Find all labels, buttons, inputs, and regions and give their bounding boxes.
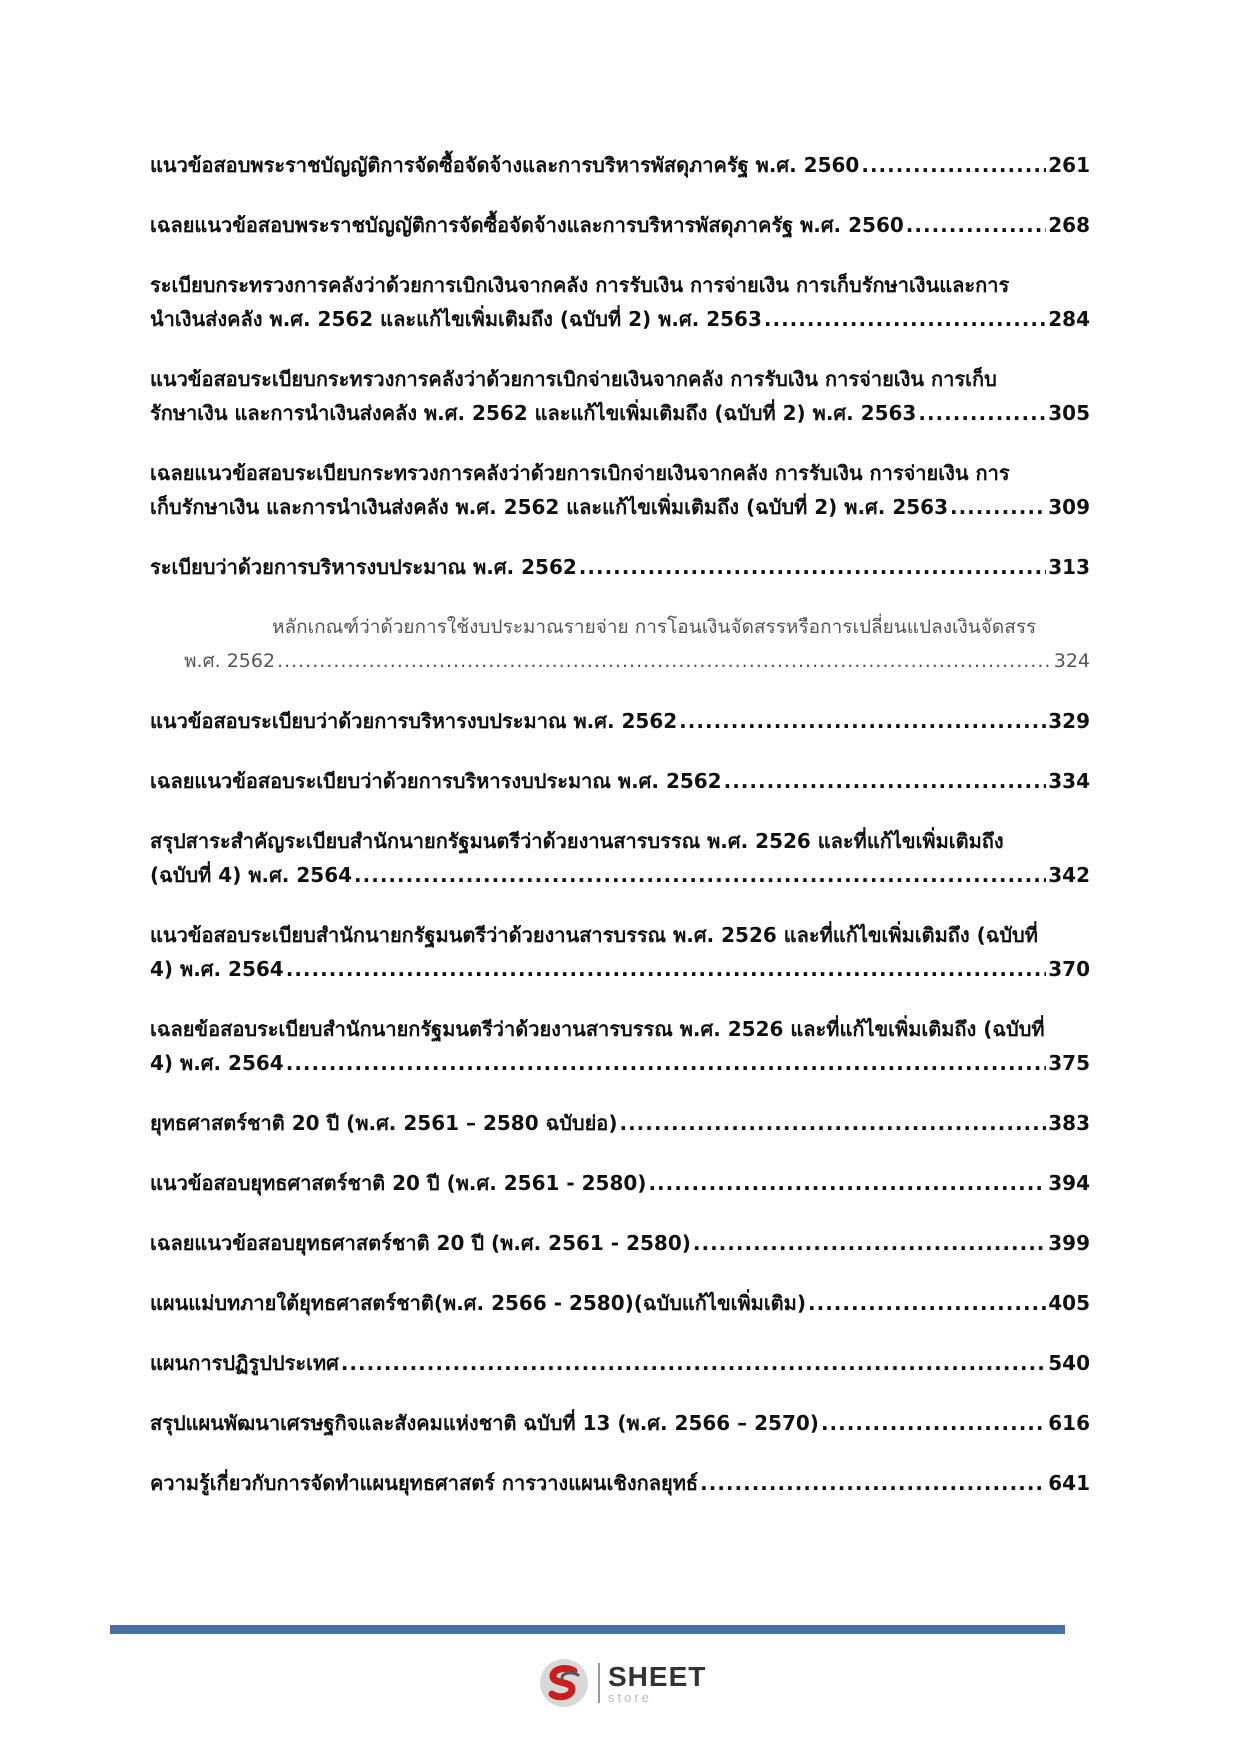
toc-entry[interactable] — [150, 456, 1090, 524]
logo-wordmark — [608, 1660, 707, 1705]
leader-dots — [579, 550, 1046, 584]
toc-entry-title-line1: ระเบียบกระทรวงการคลังว่าด้วยการเบิกเงินจากคลัง การรับเงิน การจ่ายเงิน การเก็บรักษาเงินและการ — [150, 273, 1010, 297]
toc-entry-page: 405 — [1048, 1291, 1090, 1315]
toc-entry-title: นำเงินส่งคลัง พ.ศ. 2562 และแก้ไขเพิ่มเติมถึง (ฉบับที่ 2) พ.ศ. 2563 — [150, 307, 762, 331]
toc-entry-title: ระเบียบว่าด้วยการบริหารงบประมาณ พ.ศ. 2562 — [150, 555, 577, 579]
toc-entry-page: 329 — [1048, 709, 1090, 733]
toc-entry-page: 342 — [1048, 863, 1090, 887]
toc-entry-page: 383 — [1048, 1111, 1090, 1135]
toc-entry-page: 324 — [1053, 650, 1090, 672]
toc-entry-page: 334 — [1048, 769, 1090, 793]
toc-entry-page: 261 — [1048, 153, 1090, 177]
leader-dots — [700, 1466, 1046, 1500]
toc-entry-page: 375 — [1048, 1051, 1090, 1075]
footer-rule — [110, 1625, 1065, 1634]
leader-dots — [286, 952, 1047, 986]
toc-entry-title: ความรู้เกี่ยวกับการจัดทำแผนยุทธศาสตร์ การวางแผนเชิงกลยุทธ์ — [150, 1471, 699, 1495]
logo-separator — [598, 1663, 600, 1703]
leader-dots — [918, 396, 1046, 430]
toc-entry[interactable] — [150, 764, 1090, 798]
leader-dots — [693, 1226, 1046, 1260]
leader-dots — [808, 1286, 1046, 1320]
leader-dots — [341, 1346, 1046, 1380]
leader-dots — [286, 1046, 1047, 1080]
toc-entry-page: 268 — [1048, 213, 1090, 237]
toc-entry[interactable] — [150, 1286, 1090, 1320]
toc-entry-title: แนวข้อสอบพระราชบัญญัติการจัดซื้อจัดจ้างและการบริหารพัสดุภาครัฐ พ.ศ. 2560 — [150, 153, 860, 177]
toc-entry-title: แนวข้อสอบระเบียบว่าด้วยการบริหารงบประมาณ พ.ศ. 2562 — [150, 709, 678, 733]
toc-entry-page: 641 — [1048, 1471, 1090, 1495]
toc-entry-page: 399 — [1048, 1231, 1090, 1255]
toc-entry[interactable] — [150, 1226, 1090, 1260]
toc-entry-title-line1: หลักเกณฑ์ว่าด้วยการใช้งบประมาณรายจ่าย การโอนเงินจัดสรรหรือการเปลี่ยนแปลงเงินจัดสรร — [272, 616, 1037, 638]
leader-dots — [648, 1166, 1046, 1200]
toc-entry-title: รักษาเงิน และการนำเงินส่งคลัง พ.ศ. 2562 และแก้ไขเพิ่มเติมถึง (ฉบับที่ 2) พ.ศ. 2563 — [150, 401, 917, 425]
toc-entry-title: แผนการปฏิรูปประเทศ — [150, 1351, 339, 1375]
logo-brand-text: SHEET — [608, 1660, 707, 1692]
toc-entry-title: (ฉบับที่ 4) พ.ศ. 2564 — [150, 863, 353, 887]
toc-entry-title: ยุทธศาสตร์ชาติ 20 ปี (พ.ศ. 2561 – 2580 ฉบับย่อ) — [150, 1111, 618, 1135]
toc-entry-title-line1: เฉลยข้อสอบระเบียบสำนักนายกรัฐมนตรีว่าด้วยงานสารบรรณ พ.ศ. 2526 และที่แก้ไขเพิ่มเติมถึง (ฉบับที่ — [150, 1017, 1045, 1041]
toc-entry[interactable] — [150, 208, 1090, 242]
toc-entry[interactable] — [150, 824, 1090, 892]
toc-entry-title-line1: แนวข้อสอบระเบียบกระทรวงการคลังว่าด้วยการเบิกจ่ายเงินจากคลัง การรับเงิน การจ่ายเงิน การเก็บ — [150, 367, 997, 391]
toc-entry[interactable] — [150, 1166, 1090, 1200]
leader-dots — [861, 148, 1046, 182]
toc-entry-title: เฉลยแนวข้อสอบระเบียบว่าด้วยการบริหารงบประมาณ พ.ศ. 2562 — [150, 769, 722, 793]
leader-dots — [354, 858, 1046, 892]
toc-entry[interactable] — [150, 268, 1090, 336]
leader-dots — [821, 1406, 1046, 1440]
toc-entry-page: 284 — [1048, 307, 1090, 331]
toc-entry[interactable] — [150, 704, 1090, 738]
leader-dots — [906, 208, 1046, 242]
toc-entry-title-line1: สรุปสาระสำคัญระเบียบสำนักนายกรัฐมนตรีว่าด้วยงานสารบรรณ พ.ศ. 2526 และที่แก้ไขเพิ่มเติมถึง — [150, 829, 1004, 853]
toc-entry[interactable] — [150, 1466, 1090, 1500]
toc-entry-title: 4) พ.ศ. 2564 — [150, 1051, 284, 1075]
toc-entry-page: 394 — [1048, 1171, 1090, 1195]
toc-entry[interactable] — [150, 148, 1090, 182]
toc-entry-title: แนวข้อสอบยุทธศาสตร์ชาติ 20 ปี (พ.ศ. 2561 - 2580) — [150, 1171, 647, 1195]
toc-entry[interactable] — [150, 918, 1090, 986]
toc-entry-page: 313 — [1048, 555, 1090, 579]
toc-entry[interactable] — [150, 550, 1090, 584]
toc-entry-title-line1: แนวข้อสอบระเบียบสำนักนายกรัฐมนตรีว่าด้วยงานสารบรรณ พ.ศ. 2526 และที่แก้ไขเพิ่มเติมถึง (ฉบับที่ — [150, 923, 1038, 947]
toc-entry[interactable] — [150, 1406, 1090, 1440]
sheet-store-logo — [538, 1655, 718, 1711]
toc-entry-page: 305 — [1048, 401, 1090, 425]
leader-dots — [764, 302, 1046, 336]
toc-entry[interactable] — [150, 1106, 1090, 1140]
toc-entry-title: 4) พ.ศ. 2564 — [150, 957, 284, 981]
toc-entry[interactable] — [150, 1012, 1090, 1080]
toc-entry-title: เฉลยแนวข้อสอบพระราชบัญญัติการจัดซื้อจัดจ้างและการบริหารพัสดุภาครัฐ พ.ศ. 2560 — [150, 213, 904, 237]
sheet-store-logo-icon — [538, 1657, 590, 1709]
logo-sub-text: store — [608, 1689, 652, 1705]
leader-dots — [619, 1106, 1046, 1140]
leader-dots — [950, 490, 1046, 524]
toc-entry-title: เฉลยแนวข้อสอบยุทธศาสตร์ชาติ 20 ปี (พ.ศ. 2561 - 2580) — [150, 1231, 691, 1255]
toc-entry-title: พ.ศ. 2562 — [184, 650, 276, 672]
leader-dots — [724, 764, 1047, 798]
table-of-contents — [150, 148, 1090, 1526]
toc-entry[interactable] — [150, 362, 1090, 430]
toc-entry-page: 616 — [1048, 1411, 1090, 1435]
toc-entry-title: สรุปแผนพัฒนาเศรษฐกิจและสังคมแห่งชาติ ฉบับที่ 13 (พ.ศ. 2566 – 2570) — [150, 1411, 819, 1435]
toc-entry-title: แผนแม่บทภายใต้ยุทธศาสตร์ชาติ(พ.ศ. 2566 - 2580)(ฉบับแก้ไขเพิ่มเติม) — [150, 1291, 806, 1315]
toc-entry-page: 370 — [1048, 957, 1090, 981]
leader-dots — [679, 704, 1046, 738]
leader-dots — [277, 644, 1052, 678]
toc-subentry[interactable] — [150, 610, 1090, 678]
toc-entry-title: เก็บรักษาเงิน และการนำเงินส่งคลัง พ.ศ. 2562 และแก้ไขเพิ่มเติมถึง (ฉบับที่ 2) พ.ศ. 2563 — [150, 495, 948, 519]
toc-entry-title-line1: เฉลยแนวข้อสอบระเบียบกระทรวงการคลังว่าด้วยการเบิกจ่ายเงินจากคลัง การรับเงิน การจ่ายเงิน การ — [150, 461, 1010, 485]
toc-entry-page: 540 — [1048, 1351, 1090, 1375]
toc-entry[interactable] — [150, 1346, 1090, 1380]
toc-entry-page: 309 — [1048, 495, 1090, 519]
